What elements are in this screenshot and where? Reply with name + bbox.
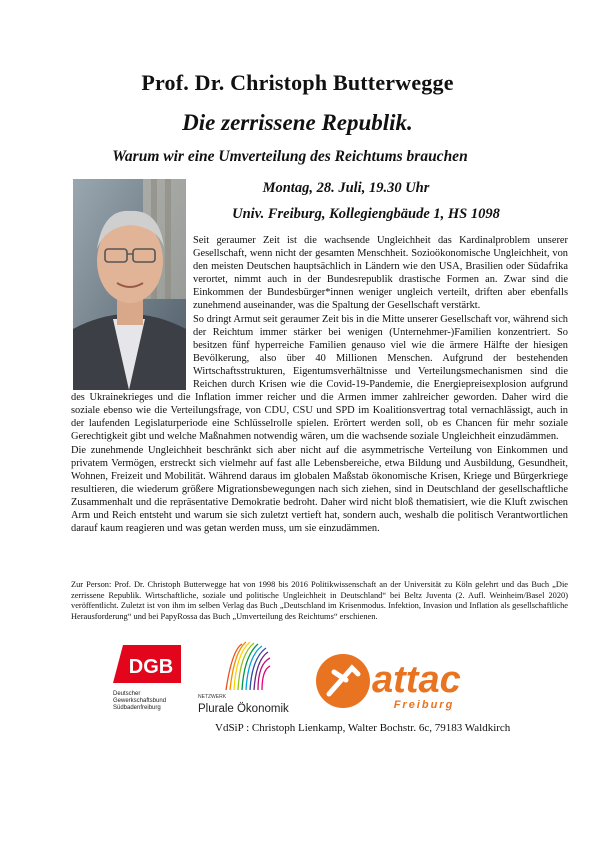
body-text — [71, 234, 568, 535]
event-title: Die zerrissene Republik. — [182, 110, 413, 135]
attac-logo-name: attac — [372, 659, 461, 701]
attac-logo — [314, 652, 484, 712]
attac-logo-city: Freiburg — [393, 699, 455, 711]
footer-vdsip: VdSiP : Christoph Lienkamp, Walter Bochstr. 6c, 79183 Waldkirch — [215, 722, 511, 734]
photo-wrap-spacer — [71, 234, 193, 390]
plurale-logo-name: Plurale Ökonomik — [198, 703, 289, 715]
event-venue: Univ. Freiburg, Kollegiengbäude 1, HS 1098 — [232, 206, 500, 222]
body-paragraph-3: Die zunehmende Ungleichheit beschränkt sich aber nicht auf die asymmetrische Verteilung von Einkommen und privatem Vermögen, erstreckt sich vielmehr auf fast alle Lebensbereiche, etwa Bildung und Ausbildung, Gesundheit, Wohnen, Freizeit und Mobilität. Während daraus im globalen Maßstab ökonomische Krisen, Kriege und Bürgerkriege resultieren, die wiederum größere Migrationsbewegungen nach sich ziehen, sind in Deutschland der gesellschaftliche Zusammenhalt und die repräsentative Demokratie bedroht. Daher wird nicht bloß thematisiert, wie die Kluft zwischen Arm und Reich entsteht und warum sie sich zuletzt vertieft hat, sondern auch, weshalb die politisch Verantwortlichen darauf kaum reagieren und was getan werden muss, um sie einzudämmen. — [71, 444, 568, 535]
body-paragraph-1: Seit geraumer Zeit ist die wachsende Ungleichheit das Kardinalproblem unserer Gesellschaft, wenn nicht der gesamten Menschheit. Sozioökonomische Ungleichheit, von den meisten Deutschen hauptsächlich in Ländern wie den USA, Brasilien oder Südafrika verortet, nimmt auch in der Bundesrepublik drastische Formen an. Zwar sind die Einkommen der Bundesbürger*innen weniger ungleich verteilt, driften aber ebenfalls zunehmend auseinander, was die Spaltung der Gesellschaft verstärkt. — [193, 235, 568, 312]
event-subtitle: Warum wir eine Umverteilung des Reichtums brauchen — [112, 148, 468, 165]
attac-logo-graphic — [314, 652, 484, 712]
plurale-oekonomik-logo — [196, 640, 301, 718]
dgb-logo-graphic — [111, 643, 185, 715]
plurale-logo-top: NETZWERK — [198, 694, 227, 700]
dgb-logo — [111, 643, 185, 715]
dgb-logo-mark: DGB — [128, 656, 174, 678]
plurale-logo-graphic — [196, 640, 301, 718]
dgb-logo-line1: Deutscher — [113, 691, 141, 697]
event-date: Montag, 28. Juli, 19.30 Uhr — [262, 180, 430, 196]
dgb-logo-line2: Gewerkschaftsbund — [113, 698, 167, 704]
about-speaker: Zur Person: Prof. Dr. Christoph Butterwegge hat von 1998 bis 2016 Politikwissenschaft an der Universität zu Köln gelehrt und das Buch „Die zerrissene Republik. Wirtschaftliche, soziale und politische Ungleichheit in Deutschland“ bei Beltz Juventa (2. Aufl. Weinheim/Basel 2020) veröffentlicht. Zuletzt ist von ihm im selben Verlag das Buch „Deutschland im Krisenmodus. Infektion, Invasion und Inflation als gesellschaftliche Herausforderung“ und bei PapyRossa das Buch „Umverteilung des Reichtums“ erschienen. — [71, 580, 568, 622]
speaker-name: Prof. Dr. Christoph Butterwegge — [141, 70, 454, 95]
dgb-logo-line3: Südbadenfreiburg — [113, 705, 161, 711]
body-paragraph-2: So dringt Armut seit geraumer Zeit bis in die Mitte unserer Gesellschaft vor, während sich der Reichtum immer stärker bei wenigen (Unternehmer-)Familien konzentriert. So besitzen fünf hyperreiche Familien genauso viel wie die ärmere Hälfte der hiesigen Bevölkerung, also über 40 Millionen Menschen. Aufgrund der bestehenden Wirtschaftsstrukturen, Eigentumsverhältnisse und Verteilungsmechanismen sind die Reichen durch Krisen wie die Covid-19-Pandemie, die Energiepreisexplosion aufgrund des Ukrainekrieges und die Inflation immer reicher und die Armen immer zahlreicher geworden. Daher wird die soziale ebenso wie die Verteilungsfrage, von CDU, CSU und SPD im Koalitionsvertrag total vernachlässigt, auch in der laufenden Legislaturperiode eine Schlüsselrolle spielen. Erörtert werden soll, ob es Chancen für mehr soziale Gerechtigkeit gibt und welche Maßnahmen notwendig wären, um die wachsende soziale Ungleichheit einzudämmen. — [71, 313, 568, 443]
